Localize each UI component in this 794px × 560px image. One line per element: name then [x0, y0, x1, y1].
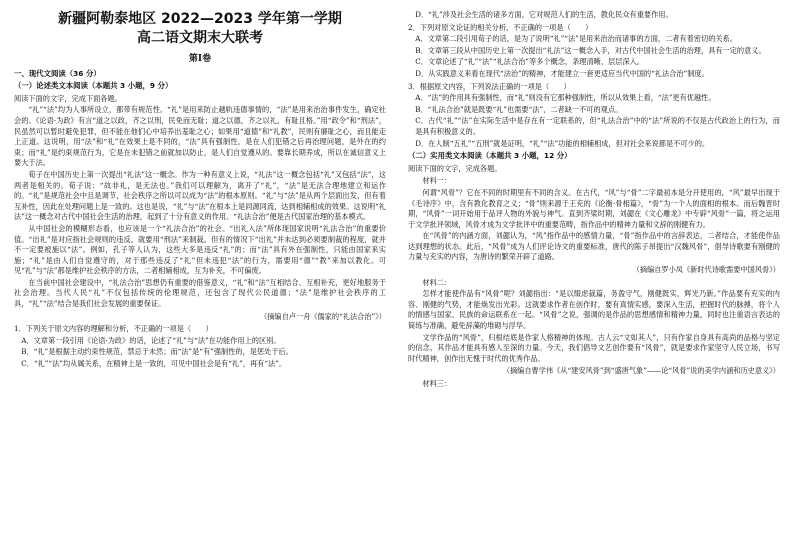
material-1-label: 材料一： [422, 176, 452, 186]
question-2-option-c: C．文章论述了“礼”“法”“礼法合治”等多个概念，条理清晰，层层深入。 [415, 57, 644, 67]
material-3-label: 材料三： [422, 379, 452, 388]
section-heading: 一、现代文阅读（36 分） [14, 68, 101, 78]
question-3-option-b: B．“礼法合治”就是既要“礼”也需要“法”，二者缺一不可的观点。 [415, 104, 623, 114]
question-1-option-b: B．“礼”是根据主动约束性规范，禁忌于未然；而“法”是“有”强制性的，是惩处于后。 [21, 347, 293, 357]
passage-paragraph: 荀子在中国历史上第一次提出“礼法”这一概念。作为一种有意义上说，“礼法”这一概念包括“礼”又包括“法”，这两者是相关的。荀子说：“故非礼，是无法也。”我们可以理解为，离开了“礼”，“法”是无法合理地建立和运作的。“礼”是规范社会中且是调节，社会秩序之所以可以成为“法”的根本原则。“礼”与“法”是从两个层面出发，但有着互补性，因此在处理问题上是一致的。这也是说，“礼”与“法”在根本上是同源同流，达到相辅相成的效果。这说明“礼法”这一概念对古代中国社会生活的治理，起到了十分有意义的作用。“礼法合治”便是古代国家治理的基本模式。 [14, 169, 386, 222]
exam-title-line-1: 新疆阿勒泰地区 2022—2023 学年第一学期 [58, 11, 342, 27]
question-2-option-d: D．从实践意义来看在现代“法治”的精神，才能建立一套更适应当代中国的“礼法合治”制度。 [415, 68, 709, 78]
question-2: 2．下列对原文论证的相关分析，不正确的一项是（ ） [408, 22, 593, 32]
material-paragraph: 文学作品的“风骨”，归根结底是作家人格精神的体现。古人云“文如其人”，只有作家自身具有高尚的品格与坚定的信念，其作品才能具有感人至深的力量。今天，我们倡导文艺创作要有“风骨”，就是要求作家坚守人民立场，书写时代精神，创作出无愧于时代的优秀作品。 [408, 332, 780, 363]
question-3-option-c: C．古代“礼”“法”在实际生活中是存在有一定联系的，但“礼法合治”中的“法”所说的不仅是古代政治上的行为，而是具有积极意义的。 [415, 116, 780, 136]
material-2-label: 材料二： [422, 277, 452, 287]
material-1-citation: （摘编自罗小凤《新时代诗歌需要中国风骨》） [632, 265, 780, 275]
reading-instruction: 阅读下面的文字，完成下面各题。 [14, 93, 122, 103]
material-paragraph: 在“风骨”的内涵方面，刘勰认为，“风”指作品中的感情力量，“骨”指作品中的言辞表达，二者结合，才能使作品达到理想的状态。此后，“风骨”成为人们评论诗文的重要标准，唐代的陈子昂提出“汉魏风骨”，倡导诗歌要有刚健的力量与充实的内容，为唐诗的繁荣开辟了道路。 [408, 231, 780, 262]
question-1-option-a: A．文章第一段引用《论语·为政》的话，论述了“礼”与“法”在功能作用上的区别。 [21, 335, 281, 345]
question-3-option-a: A．“法”的作用具有强制性，而“礼”则没有它那种强制性，所以从效果上看，“法”更有优越性。 [415, 93, 716, 103]
passage-paragraph: 从中国社会的模糊形态看，也应该是一个“礼法合治”的社会。“出礼入法”所体现国家说明“礼法合治”的重要价值。“出礼”是对应指社会规则的违反，就要用“刑法”来制裁。但有的情况下“出礼”并未达到必须要制裁的程度，就并不一定要被施以“法”。例如，孔子等人认为，这些大多是违反“礼”的；而“法”具有外在强制性，只能由国家来实施；“礼”是由人们自觉遵守的，对于那些违反了“礼”但未违犯“法”的行为，需要用“德”“教”来加以教化。可见“礼”与“法”都是维护社会秩序的方法，二者相辅相成，互为补充，不可偏废。 [14, 223, 386, 276]
question-2-option-b: B．文章第三段从中国历史上第一次提出“礼法”这一概念入手，对古代中国社会生活的治理，具有一定的意义。 [415, 45, 766, 55]
subsection-heading-2: （二）实用类文本阅读（本题共 3 小题，12 分） [408, 151, 572, 161]
question-1-option-d: D．“礼”涉及社会生活的诸多方面，它对规范人们的生活，教化民众有重要作用。 [415, 10, 673, 19]
question-3-option-d: D．在人制“五礼”“五刑”就是证明，“礼”“法”功能的相辅相成，但对社会来说都是不可少的。 [415, 138, 710, 148]
question-1: 1．下列关于原文内容的理解和分析，不正确的一项是（ ） [14, 324, 213, 334]
question-2-option-a: A．文章第二段引用荀子的话，是为了说明“礼”“法”是用来治治而诸事的方面，二者有着密切的关系。 [415, 34, 737, 44]
question-1-option-c: C．“礼”“法”均从属关系，在精神上是一致的，可见中国社会是有“礼”，再有“法”。 [21, 359, 287, 369]
passage-paragraph: “礼”“法”均为人事所设立，都带有规范性。“礼”是用来防止越轨违德事情的，“法”是用来治治事件发生，确定社会的。《论语·为政》有言“道之以政，齐之以刑，民免而无耻；道之以德，齐之以礼，有耻且格。”用“政令”和“刑法”，民虽然可以暂时避免犯罪，但不能在他们心中培养出羞耻之心；如果用“道德”和“礼教”，民则有廉耻之心，而且能走上正道。这说明，用“法”和“礼”在效果上是不同的，“法”具有强制性，是在人们犯错之后再治理问题，是外在的约束；而“礼”是约束规范行为，它是在未犯错之前就加以防止，是人们自觉遵从的。要靠长期养成，所以在诚信意义上要大于法。 [14, 105, 386, 168]
subsection-heading: （一）论述类文本阅读（本题共 3 小题，9 分） [14, 81, 173, 91]
passage-paragraph: 在当前中国社会建设中，“礼法合治”思想仍有重要的借鉴意义，“礼”和“法”互相结合、互相补充，更好地服务于社会治理。当代人民“礼”不仅包括传统的伦理规范，还包含了现代公民道德；“法”是维护社会秩序的工具，“礼”“法”结合是我们社会发展的重要保证。 [14, 277, 386, 309]
passage-citation: （摘编自卢一舟《儒家的“礼法合治”》） [260, 311, 386, 321]
right-column [408, 10, 780, 550]
volume-label: 第Ⅰ卷 [188, 54, 212, 64]
material-paragraph: 何谓“风骨”？它在不同的时期里有不同的含义。在古代，“风”与“骨”二字最初本是分开使用的，“风”最早出现于《毛诗序》中，含有教化教育之义；“骨”则来源于王充的《论衡·骨相篇》，“骨”为一个人的面相的根本。而后魏晋时期，“风骨”一词开始用于品评人物的外貌与神气。直到齐梁时期，刘勰在《文心雕龙》中专辟“风骨”一篇，将之运用于文学批评领域，风骨才成为文学批评中的重要范畴，指作品中的精神力量和文辞的刚健有力。 [408, 187, 780, 229]
reading-instruction-2: 阅读下面的文字，完成各题。 [408, 163, 502, 173]
material-paragraph: 怎样才能使作品有“风骨”呢？刘勰指出：“是以缀虑裁篇，务盈守气，刚健既实，辉光乃新。”作品要有充实的内容、刚健的气势，才能焕发出光彩。这就要求作者在创作时，要有真情实感，要深入生活，把握时代的脉搏，将个人的情感与国家、民族的命运联系在一起。“风骨”之说，强调的是作品的思想感情和精神力量，同时也注重语言表达的简练与准确，避免辞藻的堆砌与浮华。 [408, 289, 780, 331]
material-2-citation: （摘编自曹学伟《从“建安风骨”到“盛唐气象”——论“风骨”说的美学内涵和历史意义》） [502, 366, 780, 376]
left-column [14, 10, 386, 550]
exam-title-line-2: 高二语文期末大联考 [137, 30, 263, 46]
question-3: 3．根据原文内容，下列说法正确的一项是（ ） [408, 81, 571, 91]
